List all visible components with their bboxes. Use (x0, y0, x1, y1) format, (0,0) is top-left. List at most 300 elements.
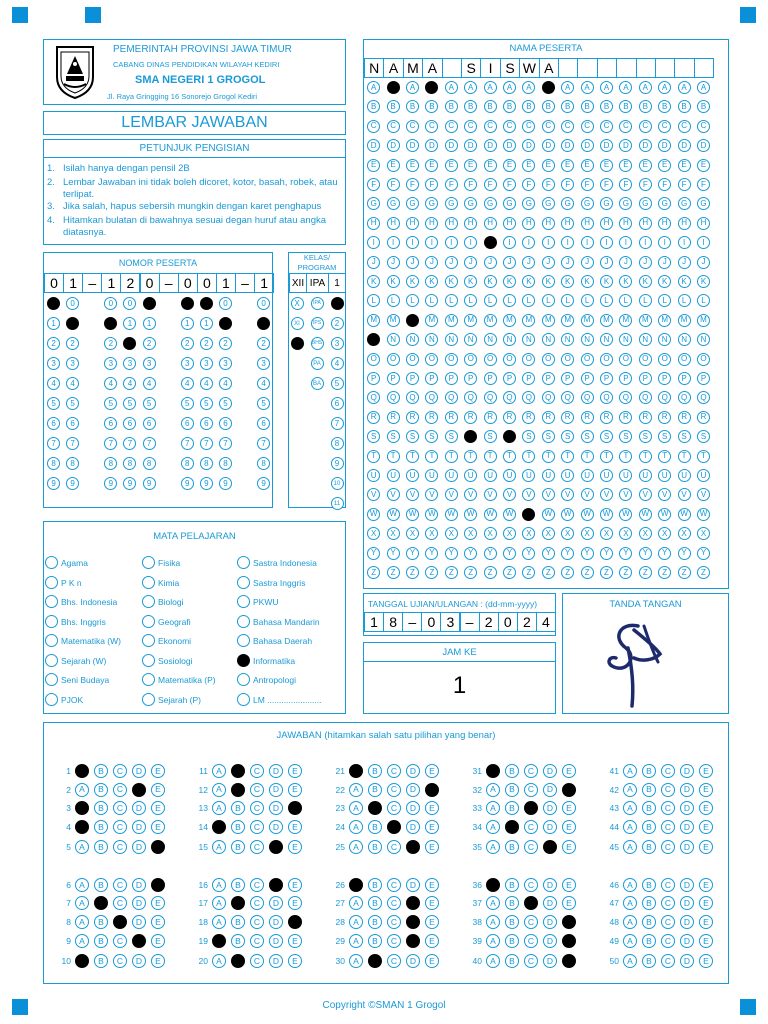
nama-bubble[interactable]: G (367, 197, 380, 210)
jawaban-bubble[interactable]: B (368, 954, 382, 968)
nama-bubble[interactable]: I (522, 236, 535, 249)
nama-bubble[interactable]: B (445, 100, 458, 113)
jawaban-bubble[interactable]: E (562, 801, 576, 815)
nama-bubble[interactable]: H (387, 217, 400, 230)
nama-bubble[interactable]: X (503, 527, 516, 540)
nama-bubble[interactable]: T (561, 450, 574, 463)
jawaban-bubble[interactable]: D (543, 840, 557, 854)
nama-bubble[interactable]: G (464, 197, 477, 210)
nama-bubble[interactable]: W (600, 508, 613, 521)
nama-bubble[interactable]: P (503, 372, 516, 385)
jawaban-bubble[interactable]: B (94, 878, 108, 892)
nama-bubble[interactable]: P (367, 372, 380, 385)
jawaban-bubble[interactable]: D (543, 954, 557, 968)
nama-bubble[interactable]: L (406, 294, 419, 307)
nama-bubble[interactable]: D (425, 139, 438, 152)
nama-bubble[interactable]: S (600, 430, 613, 443)
jawaban-bubble[interactable]: A (486, 954, 500, 968)
jawaban-bubble[interactable]: B (505, 896, 519, 910)
mapel-bubble[interactable] (45, 654, 58, 667)
nama-bubble[interactable]: Z (503, 566, 516, 579)
nama-bubble[interactable]: T (697, 450, 710, 463)
jawaban-bubble[interactable]: E (699, 764, 713, 778)
nama-bubble[interactable]: X (658, 527, 671, 540)
nomor-bubble[interactable]: 6 (66, 417, 79, 430)
nama-bubble[interactable]: S (658, 430, 671, 443)
nama-bubble[interactable]: B (484, 100, 497, 113)
nama-bubble[interactable]: K (484, 275, 497, 288)
nama-bubble[interactable]: Z (387, 566, 400, 579)
nama-bubble[interactable]: X (639, 527, 652, 540)
nama-bubble[interactable]: X (367, 527, 380, 540)
nama-bubble[interactable]: S (445, 430, 458, 443)
mapel-bubble[interactable] (237, 595, 250, 608)
nama-bubble[interactable]: N (600, 333, 613, 346)
jawaban-bubble[interactable]: C (113, 783, 127, 797)
nama-bubble[interactable]: G (387, 197, 400, 210)
nama-bubble[interactable]: Z (619, 566, 632, 579)
nama-bubble[interactable]: N (522, 333, 535, 346)
nama-bubble[interactable]: M (581, 314, 594, 327)
nama-bubble[interactable]: S (542, 430, 555, 443)
nama-bubble[interactable]: V (484, 488, 497, 501)
jawaban-bubble[interactable]: B (231, 954, 245, 968)
nama-bubble[interactable]: B (542, 100, 555, 113)
nama-bubble[interactable]: N (445, 333, 458, 346)
nama-bubble[interactable]: K (600, 275, 613, 288)
nama-bubble[interactable]: U (678, 469, 691, 482)
nama-bubble[interactable]: H (445, 217, 458, 230)
jawaban-bubble[interactable]: A (623, 820, 637, 834)
jawaban-bubble[interactable]: B (231, 820, 245, 834)
jawaban-bubble[interactable]: B (505, 820, 519, 834)
nama-bubble[interactable]: V (581, 488, 594, 501)
jawaban-bubble[interactable]: A (623, 954, 637, 968)
nomor-bubble[interactable]: 6 (47, 417, 60, 430)
jawaban-bubble[interactable]: D (132, 878, 146, 892)
nama-bubble[interactable]: Q (561, 391, 574, 404)
nama-bubble[interactable]: O (678, 353, 691, 366)
jawaban-bubble[interactable]: E (151, 840, 165, 854)
kelas-bubble[interactable]: 3 (331, 337, 344, 350)
nama-bubble[interactable]: G (406, 197, 419, 210)
nama-bubble[interactable]: Q (464, 391, 477, 404)
nama-bubble[interactable]: H (561, 217, 574, 230)
nama-bubble[interactable]: F (561, 178, 574, 191)
nama-bubble[interactable]: A (425, 81, 438, 94)
mapel-bubble[interactable] (45, 634, 58, 647)
jawaban-bubble[interactable]: A (623, 878, 637, 892)
jawaban-bubble[interactable]: B (642, 783, 656, 797)
jawaban-bubble[interactable]: A (212, 878, 226, 892)
jawaban-bubble[interactable]: D (543, 878, 557, 892)
nama-bubble[interactable]: P (425, 372, 438, 385)
nama-bubble[interactable]: E (678, 159, 691, 172)
jawaban-bubble[interactable]: C (113, 934, 127, 948)
jawaban-bubble[interactable]: A (623, 801, 637, 815)
jawaban-bubble[interactable]: C (387, 801, 401, 815)
jawaban-bubble[interactable]: A (486, 820, 500, 834)
nomor-bubble[interactable]: 4 (123, 377, 136, 390)
nama-bubble[interactable]: L (581, 294, 594, 307)
jawaban-bubble[interactable]: E (562, 934, 576, 948)
jawaban-bubble[interactable]: E (562, 783, 576, 797)
kelas-bubble[interactable]: 1 (331, 297, 344, 310)
kelas-bubble[interactable]: 9 (331, 457, 344, 470)
nama-bubble[interactable]: T (425, 450, 438, 463)
nama-bubble[interactable]: V (542, 488, 555, 501)
jawaban-bubble[interactable]: D (680, 764, 694, 778)
nama-bubble[interactable]: V (697, 488, 710, 501)
nomor-bubble[interactable]: 9 (104, 477, 117, 490)
jawaban-bubble[interactable]: B (368, 783, 382, 797)
jawaban-bubble[interactable]: C (387, 954, 401, 968)
nama-bubble[interactable]: W (561, 508, 574, 521)
nama-bubble[interactable]: L (561, 294, 574, 307)
jawaban-bubble[interactable]: E (288, 840, 302, 854)
nama-bubble[interactable]: F (387, 178, 400, 191)
nama-bubble[interactable]: K (503, 275, 516, 288)
nama-bubble[interactable]: I (678, 236, 691, 249)
jawaban-bubble[interactable]: A (212, 840, 226, 854)
nama-bubble[interactable]: A (464, 81, 477, 94)
nama-bubble[interactable]: W (658, 508, 671, 521)
jawaban-bubble[interactable]: B (368, 820, 382, 834)
nomor-bubble[interactable]: 1 (181, 317, 194, 330)
nama-bubble[interactable]: H (503, 217, 516, 230)
nama-bubble[interactable]: A (561, 81, 574, 94)
nama-bubble[interactable]: U (425, 469, 438, 482)
nama-bubble[interactable]: E (464, 159, 477, 172)
nama-bubble[interactable]: P (581, 372, 594, 385)
nama-bubble[interactable]: E (542, 159, 555, 172)
mapel-bubble[interactable] (142, 693, 155, 706)
nama-bubble[interactable]: A (678, 81, 691, 94)
nomor-bubble[interactable]: 0 (219, 297, 232, 310)
nomor-bubble[interactable]: 0 (257, 297, 270, 310)
nama-bubble[interactable]: B (619, 100, 632, 113)
nama-bubble[interactable]: S (406, 430, 419, 443)
nama-bubble[interactable]: B (464, 100, 477, 113)
jawaban-bubble[interactable]: E (699, 801, 713, 815)
nama-bubble[interactable]: Z (522, 566, 535, 579)
nomor-bubble[interactable]: 9 (181, 477, 194, 490)
kelas-bubble[interactable]: 8 (331, 437, 344, 450)
kelas-bubble[interactable]: IPS (311, 317, 324, 330)
nama-bubble[interactable]: F (367, 178, 380, 191)
nama-bubble[interactable]: I (464, 236, 477, 249)
nama-bubble[interactable]: Q (522, 391, 535, 404)
jawaban-bubble[interactable]: B (642, 764, 656, 778)
nomor-bubble[interactable]: 9 (66, 477, 79, 490)
nama-bubble[interactable]: Y (619, 547, 632, 560)
nama-bubble[interactable]: R (367, 411, 380, 424)
nama-bubble[interactable]: H (697, 217, 710, 230)
jawaban-bubble[interactable]: C (250, 954, 264, 968)
nama-bubble[interactable]: K (581, 275, 594, 288)
jawaban-bubble[interactable]: A (212, 801, 226, 815)
nama-bubble[interactable]: L (600, 294, 613, 307)
jawaban-bubble[interactable]: C (113, 896, 127, 910)
nama-bubble[interactable]: S (425, 430, 438, 443)
nama-bubble[interactable]: U (445, 469, 458, 482)
nama-bubble[interactable]: R (503, 411, 516, 424)
jawaban-bubble[interactable]: C (524, 801, 538, 815)
nama-bubble[interactable]: M (367, 314, 380, 327)
nama-bubble[interactable]: T (445, 450, 458, 463)
nama-bubble[interactable]: Y (445, 547, 458, 560)
nama-bubble[interactable]: U (522, 469, 535, 482)
jawaban-bubble[interactable]: E (151, 783, 165, 797)
nama-bubble[interactable]: E (503, 159, 516, 172)
nama-bubble[interactable]: M (387, 314, 400, 327)
nama-bubble[interactable]: J (464, 256, 477, 269)
jawaban-bubble[interactable]: B (505, 934, 519, 948)
nama-bubble[interactable]: P (697, 372, 710, 385)
nomor-bubble[interactable]: 5 (47, 397, 60, 410)
jawaban-bubble[interactable]: E (288, 820, 302, 834)
nama-bubble[interactable]: U (639, 469, 652, 482)
jawaban-bubble[interactable]: A (486, 896, 500, 910)
nama-bubble[interactable]: O (484, 353, 497, 366)
jawaban-bubble[interactable]: C (524, 783, 538, 797)
jawaban-bubble[interactable]: D (269, 915, 283, 929)
nama-bubble[interactable]: N (619, 333, 632, 346)
jawaban-bubble[interactable]: E (425, 934, 439, 948)
nama-bubble[interactable]: E (658, 159, 671, 172)
nama-bubble[interactable]: Q (387, 391, 400, 404)
mapel-bubble[interactable] (142, 654, 155, 667)
nama-bubble[interactable]: I (387, 236, 400, 249)
jawaban-bubble[interactable]: B (505, 954, 519, 968)
nomor-bubble[interactable]: 7 (181, 437, 194, 450)
nomor-bubble[interactable]: 6 (104, 417, 117, 430)
nomor-bubble[interactable]: 0 (47, 297, 60, 310)
jawaban-bubble[interactable]: B (231, 764, 245, 778)
jawaban-bubble[interactable]: D (132, 801, 146, 815)
nama-bubble[interactable]: R (639, 411, 652, 424)
jawaban-bubble[interactable]: C (661, 801, 675, 815)
nama-bubble[interactable]: M (600, 314, 613, 327)
nama-bubble[interactable]: T (387, 450, 400, 463)
mapel-bubble[interactable] (142, 556, 155, 569)
nama-bubble[interactable]: A (503, 81, 516, 94)
nama-bubble[interactable]: L (639, 294, 652, 307)
nama-bubble[interactable]: Y (484, 547, 497, 560)
nama-bubble[interactable]: I (639, 236, 652, 249)
nama-bubble[interactable]: O (367, 353, 380, 366)
mapel-bubble[interactable] (45, 673, 58, 686)
jawaban-bubble[interactable]: D (269, 896, 283, 910)
jawaban-bubble[interactable]: D (406, 934, 420, 948)
nomor-bubble[interactable]: 0 (66, 297, 79, 310)
nama-bubble[interactable]: E (484, 159, 497, 172)
jawaban-bubble[interactable]: C (524, 820, 538, 834)
nama-bubble[interactable]: H (658, 217, 671, 230)
nama-bubble[interactable]: X (522, 527, 535, 540)
jawaban-bubble[interactable]: D (406, 820, 420, 834)
nama-bubble[interactable]: W (542, 508, 555, 521)
nama-bubble[interactable]: D (484, 139, 497, 152)
nama-bubble[interactable]: K (619, 275, 632, 288)
nama-bubble[interactable]: Q (406, 391, 419, 404)
nama-bubble[interactable]: I (619, 236, 632, 249)
jawaban-bubble[interactable]: D (269, 840, 283, 854)
nama-bubble[interactable]: L (619, 294, 632, 307)
jawaban-bubble[interactable]: D (406, 840, 420, 854)
nama-bubble[interactable]: I (600, 236, 613, 249)
nomor-bubble[interactable]: 4 (181, 377, 194, 390)
nama-bubble[interactable]: G (639, 197, 652, 210)
nama-bubble[interactable]: A (387, 81, 400, 94)
jawaban-bubble[interactable]: D (132, 954, 146, 968)
nama-bubble[interactable]: D (600, 139, 613, 152)
nama-bubble[interactable]: P (619, 372, 632, 385)
mapel-bubble[interactable] (142, 673, 155, 686)
jawaban-bubble[interactable]: D (543, 915, 557, 929)
jawaban-bubble[interactable]: A (75, 934, 89, 948)
jawaban-bubble[interactable]: D (269, 878, 283, 892)
jawaban-bubble[interactable]: C (250, 915, 264, 929)
jawaban-bubble[interactable]: A (486, 878, 500, 892)
nama-bubble[interactable]: V (561, 488, 574, 501)
jawaban-bubble[interactable]: D (543, 820, 557, 834)
jawaban-bubble[interactable]: E (151, 878, 165, 892)
jawaban-bubble[interactable]: D (543, 801, 557, 815)
jawaban-bubble[interactable]: E (288, 878, 302, 892)
nomor-bubble[interactable]: 2 (47, 337, 60, 350)
jawaban-bubble[interactable]: E (699, 783, 713, 797)
nomor-bubble[interactable]: 8 (257, 457, 270, 470)
nama-bubble[interactable]: O (658, 353, 671, 366)
jawaban-bubble[interactable]: D (269, 954, 283, 968)
nama-bubble[interactable]: N (484, 333, 497, 346)
nomor-bubble[interactable]: 1 (104, 317, 117, 330)
nama-bubble[interactable]: L (503, 294, 516, 307)
nama-bubble[interactable]: H (367, 217, 380, 230)
jawaban-bubble[interactable]: D (680, 801, 694, 815)
nama-bubble[interactable]: A (484, 81, 497, 94)
nama-bubble[interactable]: S (464, 430, 477, 443)
nama-bubble[interactable]: D (639, 139, 652, 152)
jawaban-bubble[interactable]: A (75, 783, 89, 797)
nama-bubble[interactable]: U (484, 469, 497, 482)
jawaban-bubble[interactable]: A (75, 878, 89, 892)
nama-bubble[interactable]: I (445, 236, 458, 249)
nama-bubble[interactable]: F (697, 178, 710, 191)
nama-bubble[interactable]: H (678, 217, 691, 230)
nama-bubble[interactable]: C (658, 120, 671, 133)
mapel-bubble[interactable] (45, 576, 58, 589)
nama-bubble[interactable]: B (581, 100, 594, 113)
nama-bubble[interactable]: O (503, 353, 516, 366)
nama-bubble[interactable]: X (678, 527, 691, 540)
nama-bubble[interactable]: G (503, 197, 516, 210)
nama-bubble[interactable]: G (561, 197, 574, 210)
nomor-bubble[interactable]: 7 (257, 437, 270, 450)
nama-bubble[interactable]: K (542, 275, 555, 288)
jawaban-bubble[interactable]: D (406, 783, 420, 797)
nama-bubble[interactable]: G (658, 197, 671, 210)
nama-bubble[interactable]: Q (619, 391, 632, 404)
jawaban-bubble[interactable]: A (486, 934, 500, 948)
nama-bubble[interactable]: K (697, 275, 710, 288)
nama-bubble[interactable]: D (387, 139, 400, 152)
nomor-bubble[interactable]: 0 (181, 297, 194, 310)
nama-bubble[interactable]: J (522, 256, 535, 269)
nama-bubble[interactable]: J (425, 256, 438, 269)
jawaban-bubble[interactable]: C (250, 840, 264, 854)
jawaban-bubble[interactable]: E (151, 934, 165, 948)
nama-bubble[interactable]: O (522, 353, 535, 366)
mapel-bubble[interactable] (45, 615, 58, 628)
nama-bubble[interactable]: O (639, 353, 652, 366)
nama-bubble[interactable]: E (406, 159, 419, 172)
jawaban-bubble[interactable]: A (212, 820, 226, 834)
jawaban-bubble[interactable]: C (524, 915, 538, 929)
jawaban-bubble[interactable]: A (486, 783, 500, 797)
nama-bubble[interactable]: L (542, 294, 555, 307)
jawaban-bubble[interactable]: D (543, 764, 557, 778)
nama-bubble[interactable]: B (522, 100, 535, 113)
jawaban-bubble[interactable]: D (269, 801, 283, 815)
nama-bubble[interactable]: W (425, 508, 438, 521)
jawaban-bubble[interactable]: B (505, 840, 519, 854)
nama-bubble[interactable]: W (619, 508, 632, 521)
kelas-bubble[interactable]: XII (291, 337, 304, 350)
nomor-bubble[interactable]: 0 (123, 297, 136, 310)
nama-bubble[interactable]: D (464, 139, 477, 152)
jawaban-bubble[interactable]: B (642, 915, 656, 929)
jawaban-bubble[interactable]: E (425, 915, 439, 929)
nomor-bubble[interactable]: 1 (66, 317, 79, 330)
jawaban-bubble[interactable]: E (562, 915, 576, 929)
jawaban-bubble[interactable]: A (623, 764, 637, 778)
nama-bubble[interactable]: Q (639, 391, 652, 404)
nama-bubble[interactable]: Q (600, 391, 613, 404)
nama-bubble[interactable]: E (639, 159, 652, 172)
nomor-bubble[interactable]: 9 (257, 477, 270, 490)
nama-bubble[interactable]: H (425, 217, 438, 230)
jawaban-bubble[interactable]: A (623, 783, 637, 797)
nama-bubble[interactable]: X (542, 527, 555, 540)
nama-bubble[interactable]: E (522, 159, 535, 172)
nama-bubble[interactable]: Y (406, 547, 419, 560)
nomor-bubble[interactable]: 2 (219, 337, 232, 350)
mapel-bubble[interactable] (237, 654, 250, 667)
jawaban-bubble[interactable]: B (505, 801, 519, 815)
nomor-bubble[interactable]: 3 (123, 357, 136, 370)
jawaban-bubble[interactable]: B (231, 801, 245, 815)
nama-bubble[interactable]: A (542, 81, 555, 94)
nama-bubble[interactable]: X (445, 527, 458, 540)
nama-bubble[interactable]: X (600, 527, 613, 540)
jawaban-bubble[interactable]: D (680, 915, 694, 929)
nomor-bubble[interactable]: 2 (143, 337, 156, 350)
nama-bubble[interactable]: F (581, 178, 594, 191)
nama-bubble[interactable]: V (678, 488, 691, 501)
jawaban-bubble[interactable]: C (113, 801, 127, 815)
jawaban-bubble[interactable]: C (661, 934, 675, 948)
mapel-bubble[interactable] (142, 634, 155, 647)
jawaban-bubble[interactable]: C (387, 764, 401, 778)
jawaban-bubble[interactable]: D (269, 934, 283, 948)
nama-bubble[interactable]: X (464, 527, 477, 540)
nama-bubble[interactable]: R (581, 411, 594, 424)
nomor-bubble[interactable]: 3 (219, 357, 232, 370)
jawaban-bubble[interactable]: C (524, 878, 538, 892)
nama-bubble[interactable]: J (658, 256, 671, 269)
